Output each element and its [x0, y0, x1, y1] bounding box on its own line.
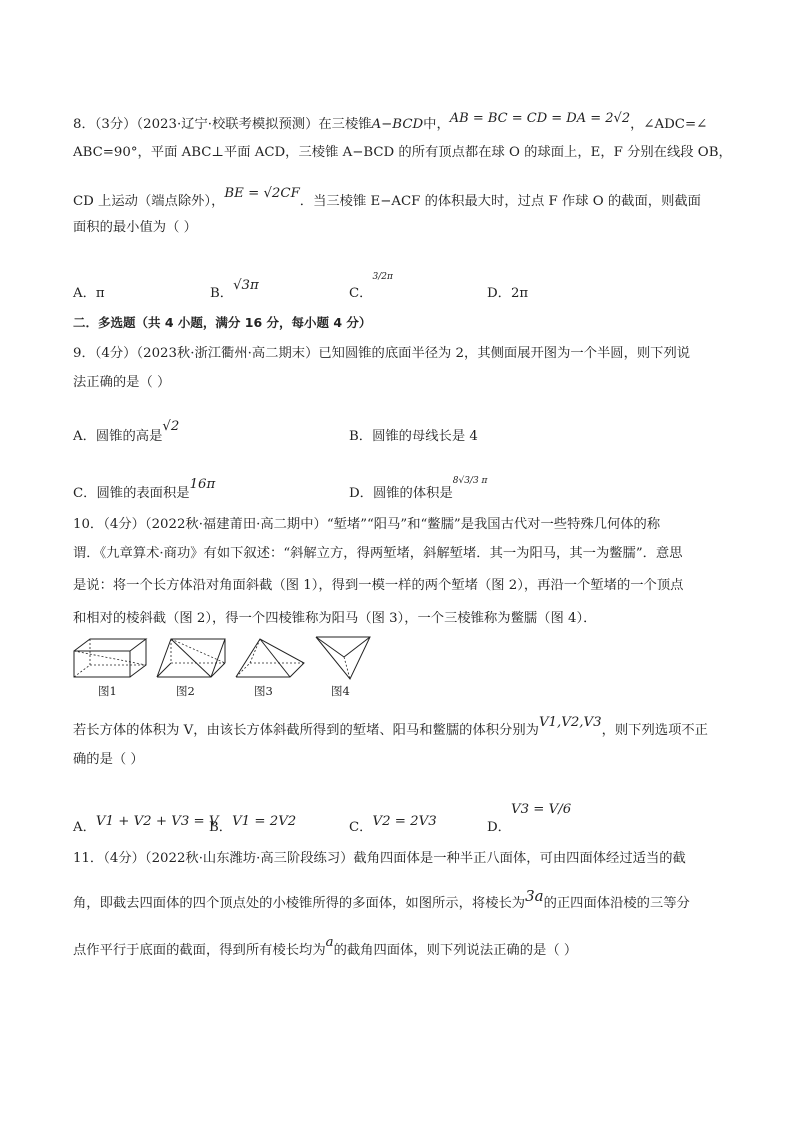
figure-4-tetrahedron	[314, 635, 372, 681]
q10-option-b-math: V1 = 2V2	[232, 814, 297, 829]
q10-option-c-math: V2 = 2V3	[372, 814, 437, 829]
q11-math-3a: 3a	[525, 887, 544, 905]
q8-option-c-math: 3/2π	[372, 272, 393, 282]
q8-option-b-math: √3π	[233, 278, 259, 293]
q10-option-d[interactable]: D．V3 = V/6	[487, 802, 572, 835]
q8-line3: CD 上运动（端点除外），BE = √2CF．当三棱锥 E−ACF 的体积最大时，过点 F 作球 O 的截面，则截面	[73, 186, 701, 209]
q10-option-a[interactable]: A．V1 + V2 + V3 = V	[73, 814, 219, 835]
q10-line6: 确的是（ ）	[73, 752, 144, 767]
q11-line2: 角，即截去四面体的四个顶点处的小棱锥所得的多面体，如图所示，将棱长为3a的正四面体沿棱的三等分	[73, 887, 690, 911]
q10-line4: 和相对的棱斜截（图 2），得一个四棱锥称为阳马（图 3），一个三棱锥称为鳖臑（图 4）．	[73, 611, 597, 626]
q8-line1: 8．（3分）（2023·辽宁·校联考模拟预测）在三棱锥A−BCD中，AB = BC = CD = DA = 2√2，∠ADC=∠	[73, 111, 708, 132]
q10-math-volumes: V1,V2,V3	[538, 715, 602, 730]
q10-line1: 10．（4分）（2022秋·福建莆田·高二期中）“堑堵”“阳马”和“鳖臑”是我国古代对一些特殊几何体的称	[73, 517, 661, 532]
q10-line3: 是说：将一个长方体沿对角面斜截（图 1），得到一模一样的两个堑堵（图 2），再沿一个堑堵的一个顶点	[73, 578, 684, 593]
figure-1-label: 图1	[98, 684, 117, 698]
q8-line2: ABC=90°，平面 ABC⊥平面 ACD，三棱锥 A−BCD 的所有顶点都在球 O 的球面上，E，F 分别在线段 OB，	[73, 145, 732, 160]
section-heading: 二．多选题（共 4 小题，满分 16 分，每小题 4 分）	[73, 315, 372, 330]
q8-line4: 面积的最小值为（ ）	[73, 220, 197, 235]
q9-option-a-math: √2	[162, 419, 180, 434]
figure-1-cuboid	[72, 637, 148, 681]
q9-option-c-math: 16π	[189, 477, 216, 492]
q10-option-d-math: V3 = V/6	[510, 802, 572, 817]
q9-option-d-math: 8√3/3 π	[452, 476, 488, 486]
figure-2-label: 图2	[176, 684, 195, 698]
q9-line1: 9．（4分）（2023秋·浙江衢州·高二期末）已知圆锥的底面半径为 2，其侧面展开图为一个半圆，则下列说	[73, 346, 691, 361]
q10-option-b[interactable]: B．V1 = 2V2	[209, 814, 297, 835]
q10-line5: 若长方体的体积为 V，由该长方体斜截所得到的堑堵、阳马和鳖臑的体积分别为V1,V2,V3，则下列选项不正	[73, 715, 708, 738]
q8-math-be: BE = √2CF	[224, 186, 300, 201]
q11-line3: 点作平行于底面的截面，得到所有棱长均为a的截角四面体，则下列说法正确的是（ ）	[73, 935, 578, 958]
figure-4-label: 图4	[331, 684, 350, 698]
q8-option-b[interactable]: B．√3π	[210, 278, 259, 301]
q8-option-d[interactable]: D．2π	[487, 286, 529, 301]
figure-2-prism	[155, 637, 227, 681]
q9-option-c[interactable]: C．圆锥的表面积是16π	[73, 477, 216, 501]
q9-line2: 法正确的是（ ）	[73, 375, 171, 390]
q11-line1: 11．（4分）（2022秋·山东潍坊·高三阶段练习）截角四面体是一种半正八面体，可由四面体经过适当的截	[73, 851, 686, 866]
figure-3-pyramid	[234, 637, 306, 681]
q11-math-a: a	[325, 935, 334, 950]
q8-option-c[interactable]: C．$^{3/2\pi}$	[349, 272, 393, 301]
q8-math-edges: AB = BC = CD = DA = 2√2	[449, 111, 631, 126]
q10-line2: 谓．《九章算术·商功》有如下叙述：“斜解立方，得两堑堵，斜解堑堵．其一为阳马，其一为鳖臑”．意思	[73, 546, 683, 561]
q10-option-c[interactable]: C．V2 = 2V3	[349, 814, 437, 835]
q10-option-a-math: V1 + V2 + V3 = V	[95, 814, 219, 829]
q9-option-a[interactable]: A．圆锥的高是√2	[73, 419, 180, 444]
q9-option-b[interactable]: B．圆锥的母线长是 4	[349, 429, 478, 444]
q8-option-a[interactable]: A．π	[73, 286, 105, 301]
figure-3-label: 图3	[254, 684, 273, 698]
q9-option-d[interactable]: D．圆锥的体积是$^{8√3/3 \pi}$	[349, 476, 488, 501]
q8-math-tetra: A−BCD	[371, 117, 424, 132]
